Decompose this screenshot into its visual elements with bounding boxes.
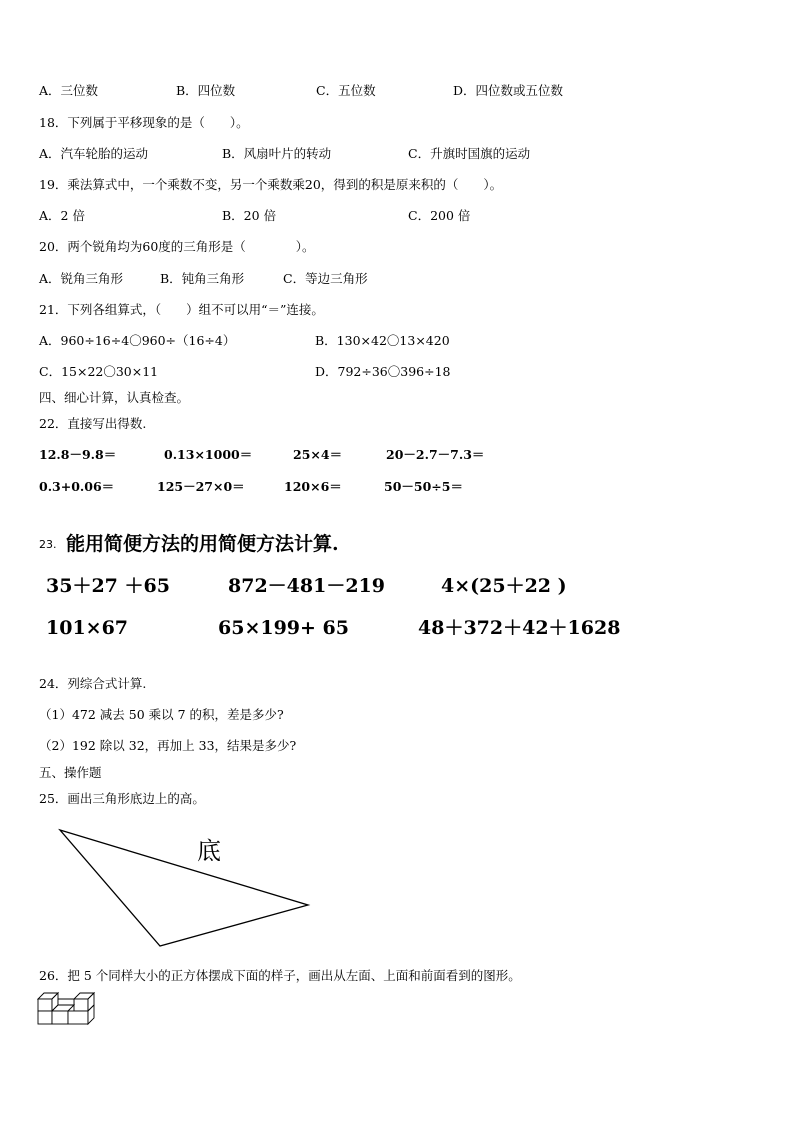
q22-expr: 125－27×0＝ — [157, 479, 245, 494]
q18-option-a: A．汽车轮胎的运动 — [39, 146, 149, 161]
q22-expr: 120×6＝ — [284, 479, 342, 494]
q19-option-a: A．2 倍 — [39, 208, 85, 223]
triangle-shape — [60, 830, 308, 946]
q22-expr: 25×4＝ — [293, 447, 343, 462]
q23-number: 23. — [39, 538, 57, 551]
q24-item-2: （2）192 除以 32，再加上 33，结果是多少? — [39, 738, 297, 753]
q23-expr: 48＋372＋42＋1628 — [418, 617, 621, 639]
q18-stem: 18．下列属于平移现象的是（ ）。 — [39, 115, 249, 130]
q22-expr: 0.13×1000＝ — [164, 447, 253, 462]
q19-option-b: B．20 倍 — [222, 208, 277, 223]
q17-option-d: D．四位数或五位数 — [453, 83, 564, 98]
q23-expr: 4×(25＋22 ) — [441, 575, 567, 597]
q18-option-c: C．升旗时国旗的运动 — [408, 146, 531, 161]
q22-expr: 20－2.7－7.3＝ — [386, 447, 485, 462]
q17-option-a: A．三位数 — [39, 83, 99, 98]
q23-expr: 35＋27 ＋65 — [46, 575, 170, 597]
cube-stack-figure — [36, 990, 98, 1032]
q20-option-b: B．钝角三角形 — [160, 271, 245, 286]
q19-stem: 19．乘法算式中，一个乘数不变，另一个乘数乘20，得到的积是原来积的（ ）。 — [39, 177, 503, 192]
q23-expr: 101×67 — [46, 617, 129, 639]
q24-item-1: （1）472 减去 50 乘以 7 的积，差是多少? — [39, 707, 284, 722]
q23-stem: 能用简便方法的用简便方法计算. — [66, 533, 339, 555]
q20-option-c: C．等边三角形 — [283, 271, 368, 286]
q19-option-c: C．200 倍 — [408, 208, 471, 223]
section4-title: 四、细心计算，认真检查。 — [39, 390, 190, 405]
triangle-base-label: 底 — [197, 837, 221, 865]
q22-expr: 0.3+0.06＝ — [39, 479, 115, 494]
q18-option-b: B．风扇叶片的转动 — [222, 146, 332, 161]
section5-title: 五、操作题 — [39, 765, 102, 780]
q21-stem: 21．下列各组算式，（ ）组不可以用“＝”连接。 — [39, 302, 324, 317]
q24-stem: 24．列综合式计算. — [39, 676, 147, 691]
q17-option-c: C．五位数 — [316, 83, 376, 98]
q26-stem: 26．把 5 个同样大小的正方体摆成下面的样子，画出从左面、上面和前面看到的图形。 — [39, 968, 521, 983]
q23-expr: 65×199+ 65 — [218, 617, 349, 639]
q22-expr: 50－50÷5＝ — [384, 479, 463, 494]
q22-expr: 12.8－9.8＝ — [39, 447, 117, 462]
q21-option-b: B．130×42〇13×420 — [315, 333, 450, 348]
q25-stem: 25．画出三角形底边上的高。 — [39, 791, 205, 806]
q20-option-a: A．锐角三角形 — [39, 271, 124, 286]
q21-option-c: C．15×22〇30×11 — [39, 364, 159, 379]
q23-expr: 872－481－219 — [228, 575, 385, 597]
q20-stem: 20．两个锐角均为60度的三角形是（ ）。 — [39, 239, 315, 254]
q21-option-a: A．960÷16÷4〇960÷（16÷4） — [39, 333, 236, 348]
q22-stem: 22．直接写出得数. — [39, 416, 147, 431]
q17-option-b: B．四位数 — [176, 83, 236, 98]
q21-option-d: D．792÷36〇396÷18 — [315, 364, 451, 379]
